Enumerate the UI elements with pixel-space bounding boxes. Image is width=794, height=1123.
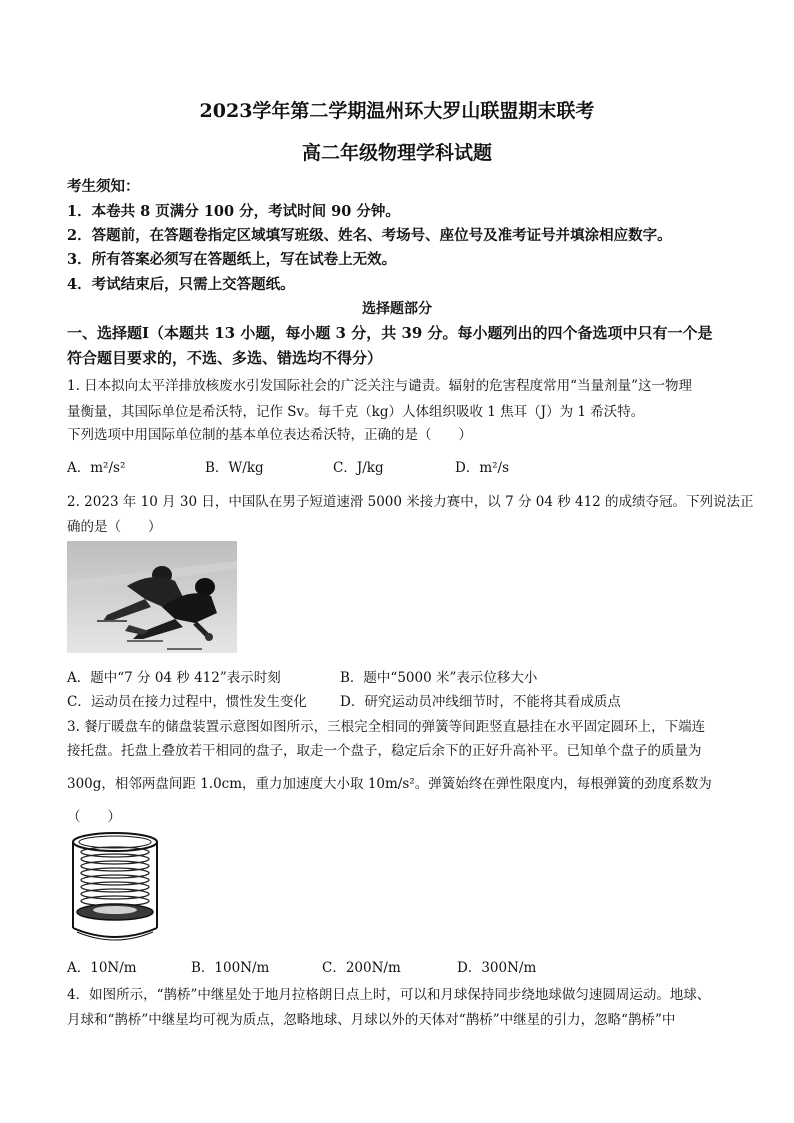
q3-option-a: A．10N/m: [67, 960, 137, 976]
notice-item: 3．所有答案必须写在答题纸上，写在试卷上无效。: [67, 251, 397, 268]
section-heading: 一、选择题Ⅰ（本题共 13 小题，每小题 3 分，共 39 分。每小题列出的四个备选项中只有一个是: [67, 324, 713, 342]
exam-title: 2023学年第二学期温州环大罗山联盟期末联考: [199, 100, 595, 122]
q2-option-b: B．题中“5000 米”表示位移大小: [340, 670, 538, 686]
q2-stem-2: 确的是（ ）: [67, 519, 162, 535]
part-title: 选择题部分: [362, 301, 432, 317]
q2-option-d: D．研究运动员冲线细节时，不能将其看成质点: [340, 694, 621, 710]
q1-stem-3: 下列选项中用国际单位制的基本单位表达希沃特，正确的是（ ）: [67, 427, 472, 443]
q1-option-b: B．W/kg: [205, 460, 264, 476]
notice-heading: 考生须知：: [67, 178, 140, 195]
section-heading-cont: 符合题目要求的，不选、多选、错选均不得分）: [67, 349, 383, 367]
q1-option-d: D．m²/s: [455, 460, 510, 476]
notice-item: 2．答题前，在答题卷指定区域填写班级、姓名、考场号、座位号及准考证号并填涂相应数字。: [67, 227, 672, 244]
q3-option-d: D．300N/m: [457, 960, 537, 976]
q1-stem-2: 量衡量，其国际单位是希沃特，记作 Sv。每千克（kg）人体组织吸收 1 焦耳（J）为 1 希沃特。: [67, 404, 645, 420]
q4-stem: 4．如图所示，“鹊桥”中继星处于地月拉格朗日点上时，可以和月球保持同步绕地球做匀速圆周运动。地球、: [67, 987, 711, 1003]
q2-stem: 2. 2023 年 10 月 30 日，中国队在男子短道速滑 5000 米接力赛中，以 7 分 04 秒 412 的成绩夺冠。下列说法正: [67, 494, 754, 510]
q3-stem: 3. 餐厅暖盘车的储盘装置示意图如图所示，三根完全相同的弹簧等间距竖直悬挂在水平固定圆环上，下端连: [67, 719, 706, 735]
q1-stem: 1. 日本拟向太平洋排放核废水引发国际社会的广泛关注与谴责。辐射的危害程度常用“当量剂量”这一物理: [67, 378, 692, 394]
q3-stem-4: （ ）: [67, 809, 121, 825]
notice-item: 4．考试结束后，只需上交答题纸。: [67, 276, 295, 293]
speed-skating-photo: [67, 541, 237, 653]
notice-item: 1．本卷共 8 页满分 100 分，考试时间 90 分钟。: [67, 203, 400, 220]
q1-option-a: A．m²/s²: [67, 460, 126, 476]
q2-option-a: A．题中“7 分 04 秒 412”表示时刻: [67, 670, 281, 686]
q4-stem-2: 月球和“鹊桥”中继星均可视为质点，忽略地球、月球以外的天体对“鹊桥”中继星的引力，忽略“鹊桥”中: [67, 1012, 676, 1028]
q1-option-c: C．J/kg: [333, 460, 384, 476]
q2-option-c: C．运动员在接力过程中，惯性发生变化: [67, 694, 307, 710]
q3-stem-2: 接托盘。托盘上叠放若干相同的盘子，取走一个盘子，稳定后余下的正好升高补平。已知单个盘子的质量为: [67, 743, 702, 759]
q3-stem-3: 300g，相邻两盘间距 1.0cm，重力加速度大小取 10m/s²。弹簧始终在弹性限度内，每根弹簧的劲度系数为: [67, 776, 712, 792]
q3-option-b: B．100N/m: [191, 960, 270, 976]
plate-warmer-diagram: [67, 828, 163, 944]
q3-option-c: C．200N/m: [322, 960, 401, 976]
exam-subtitle: 高二年级物理学科试题: [301, 142, 492, 164]
